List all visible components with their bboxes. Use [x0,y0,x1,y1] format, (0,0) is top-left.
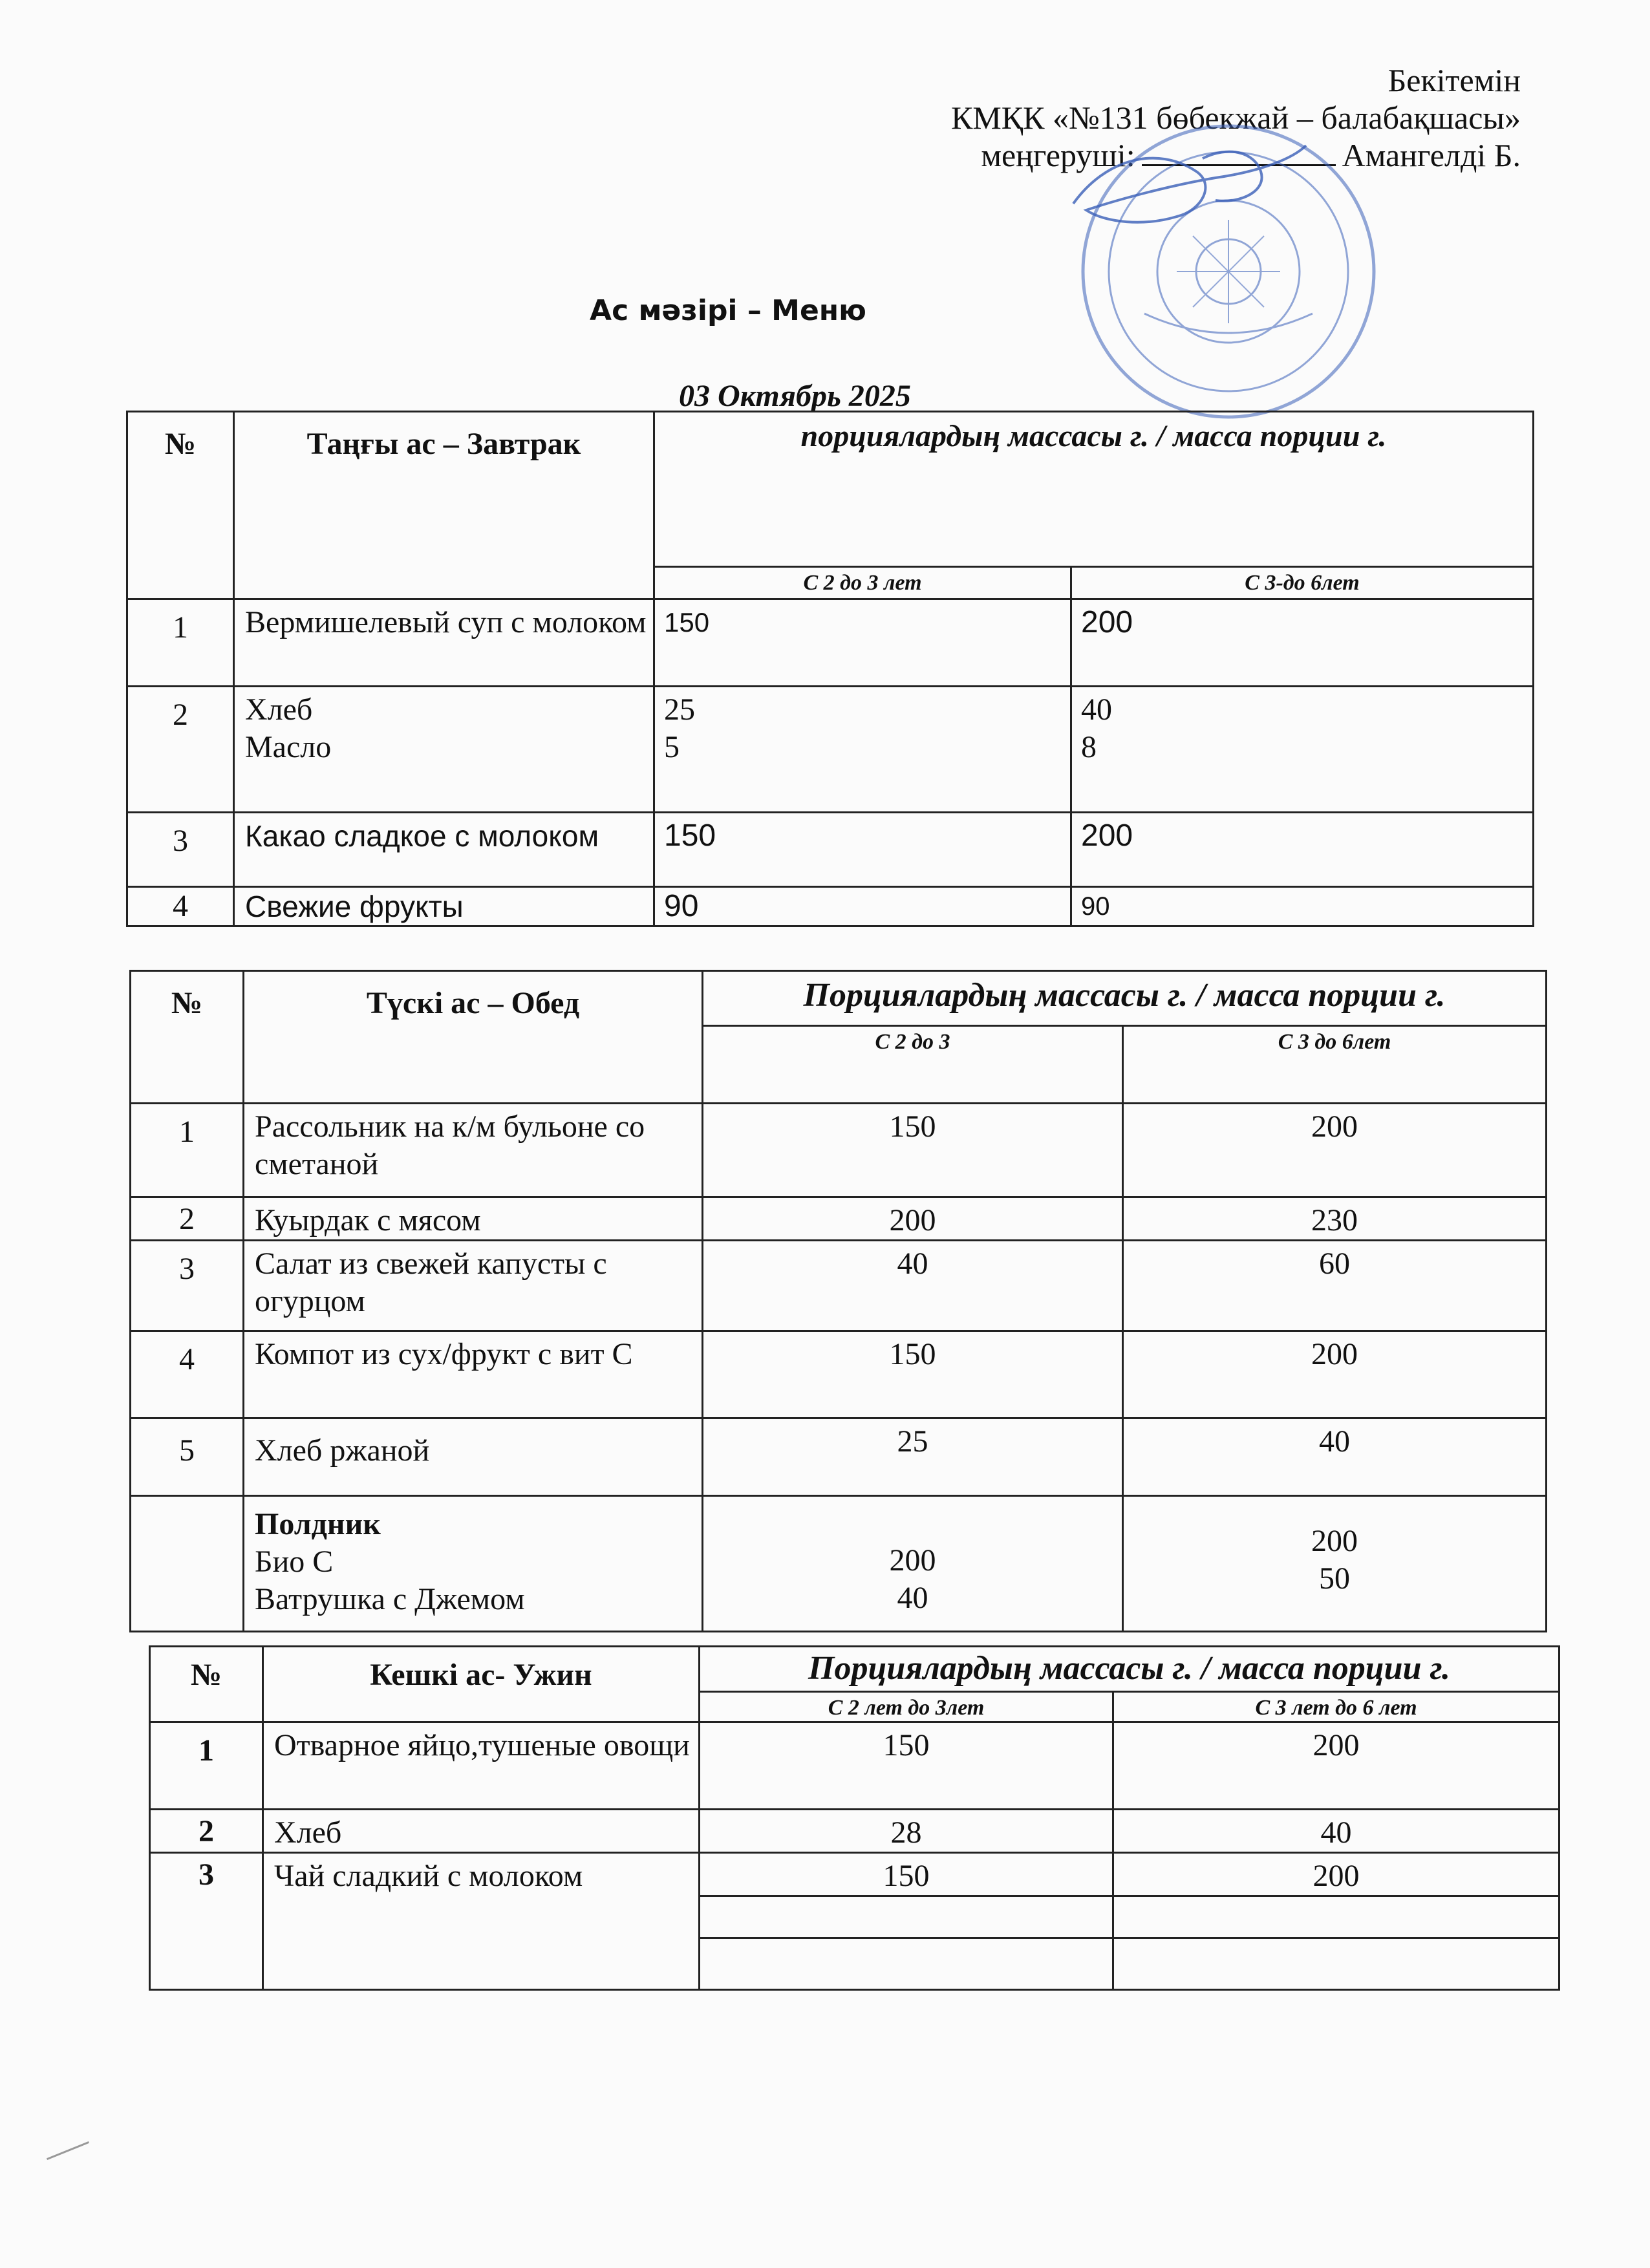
header-number: № [150,1647,263,1722]
portion-small: 25 [703,1418,1123,1496]
dish-name-line: Масло [245,730,332,764]
portion-value: 40 [1081,692,1112,727]
portion-large [1071,687,1534,813]
row-number: 3 [127,813,234,887]
portion-large: 60 [1123,1241,1547,1331]
portion-small: 150 [703,1104,1123,1197]
header-number: № [127,412,234,599]
header-meal-name: Кешкі ас- Ужин [263,1647,700,1722]
portion-large: 200 [1123,1104,1547,1197]
lunch-table [129,970,1547,1632]
row-number: 1 [131,1104,244,1197]
header-age-2-3: С 2 лет до 3лет [700,1692,1113,1722]
menu-date: 03 Октябрь 2025 [679,379,911,413]
portion-value: 50 [1319,1561,1350,1596]
table-row [131,1197,1547,1241]
header-age-3-6: С 3 до 6лет [1123,1026,1547,1104]
empty-cell [1113,1938,1559,1990]
portion-small: 150 [700,1853,1113,1896]
portion-small: 150 [654,813,1071,887]
snack-row [131,1496,1547,1632]
portion-large: 200 [1123,1331,1547,1418]
table-row [150,1810,1559,1853]
header-portion: Порциялардың массасы г. / масса порции г. [703,971,1547,1026]
row-number: 2 [127,687,234,813]
header-meal-name: Таңғы ас – Завтрак [234,412,654,599]
portion-small [703,1496,1123,1632]
table-row [127,887,1534,926]
dish-name-line: Био С [255,1545,334,1579]
portion-small [654,687,1071,813]
row-number: 1 [127,599,234,687]
dish-name-line: Ватрушка с Джемом [255,1582,525,1616]
table-row [131,1241,1547,1331]
dish-name: Рассольник на к/м бульоне со сметаной [244,1104,703,1197]
dish-name: Чай сладкий с молоком [263,1853,700,1990]
portion-small: 90 [654,887,1071,926]
header-age-2-3: С 2 до 3 [703,1026,1123,1104]
dish-name: Куырдак с мясом [244,1197,703,1241]
empty-cell [700,1938,1113,1990]
row-number: 5 [131,1418,244,1496]
table-row [150,1722,1559,1810]
table-row [131,1331,1547,1418]
row-number: 2 [150,1810,263,1853]
table-row [131,1104,1547,1197]
header-meal-name: Түскі ас – Обед [244,971,703,1104]
dish-name: Свежие фрукты [234,887,654,926]
approval-title: Бекітемін [1388,62,1521,98]
portion-small: 40 [703,1241,1123,1331]
row-number: 4 [127,887,234,926]
header-number: № [131,971,244,1104]
row-number: 3 [131,1241,244,1331]
snack-names [244,1496,703,1632]
dish-name: Хлеб ржаной [244,1418,703,1496]
header-age-3-6: С 3-до 6лет [1071,567,1534,599]
approval-name: Амангелді Б. [1342,137,1521,173]
table-header-row [127,412,1534,567]
approval-position: меңгеруші: [981,137,1135,173]
row-number: 1 [150,1722,263,1810]
portion-large: 90 [1071,887,1534,926]
dish-name-line: Хлеб [245,692,313,727]
header-portion: порциялардың массасы г. / масса порции г. [654,412,1534,567]
portion-large: 200 [1113,1722,1559,1810]
portion-small: 150 [700,1722,1113,1810]
portion-large: 200 [1113,1853,1559,1896]
row-number: 3 [150,1853,263,1990]
portion-large: 200 [1071,813,1534,887]
pen-mark [47,2141,89,2160]
portion-large: 200 [1071,599,1534,687]
portion-large [1123,1496,1547,1632]
portion-large: 40 [1123,1418,1547,1496]
table-row [150,1853,1559,1896]
portion-small: 200 [703,1197,1123,1241]
portion-value: 5 [664,730,680,764]
snack-title: Полдник [255,1507,381,1541]
page-title: Ас мәзірі – Меню [590,294,866,327]
portion-large: 40 [1113,1810,1559,1853]
portion-small: 28 [700,1810,1113,1853]
table-row [127,599,1534,687]
portion-large: 230 [1123,1197,1547,1241]
portion-small: 150 [654,599,1071,687]
dish-name: Хлеб [263,1810,700,1853]
dish-name: Какао сладкое с молоком [234,813,654,887]
portion-small: 150 [703,1331,1123,1418]
portion-value: 200 [889,1543,936,1578]
table-header-row [150,1647,1559,1692]
row-number [131,1496,244,1632]
dish-name: Вермишелевый суп с молоком [234,599,654,687]
row-number: 2 [131,1197,244,1241]
empty-cell [1113,1896,1559,1938]
portion-value: 8 [1081,730,1097,764]
row-number: 4 [131,1331,244,1418]
portion-value: 200 [1311,1524,1358,1558]
portion-value: 40 [897,1581,928,1615]
header-age-3-6: С 3 лет до 6 лет [1113,1692,1559,1722]
header-portion: Порциялардың массасы г. / масса порции г. [700,1647,1559,1692]
breakfast-table [126,411,1534,927]
header-age-2-3: С 2 до 3 лет [654,567,1071,599]
dish-name: Компот из сух/фрукт с вит С [244,1331,703,1418]
empty-cell [700,1896,1113,1938]
table-header-row [131,971,1547,1026]
portion-value: 25 [664,692,695,727]
table-row [131,1418,1547,1496]
dish-name: Салат из свежей капусты с огурцом [244,1241,703,1331]
dinner-table [149,1645,1560,1991]
dish-name: Отварное яйцо,тушеные овощи [263,1722,700,1810]
dish-name [234,687,654,813]
approval-organization: КМҚК «№131 бөбекжай – балабақшасы» [950,100,1521,136]
table-row [127,687,1534,813]
official-stamp-icon [1047,120,1409,423]
table-row [127,813,1534,887]
